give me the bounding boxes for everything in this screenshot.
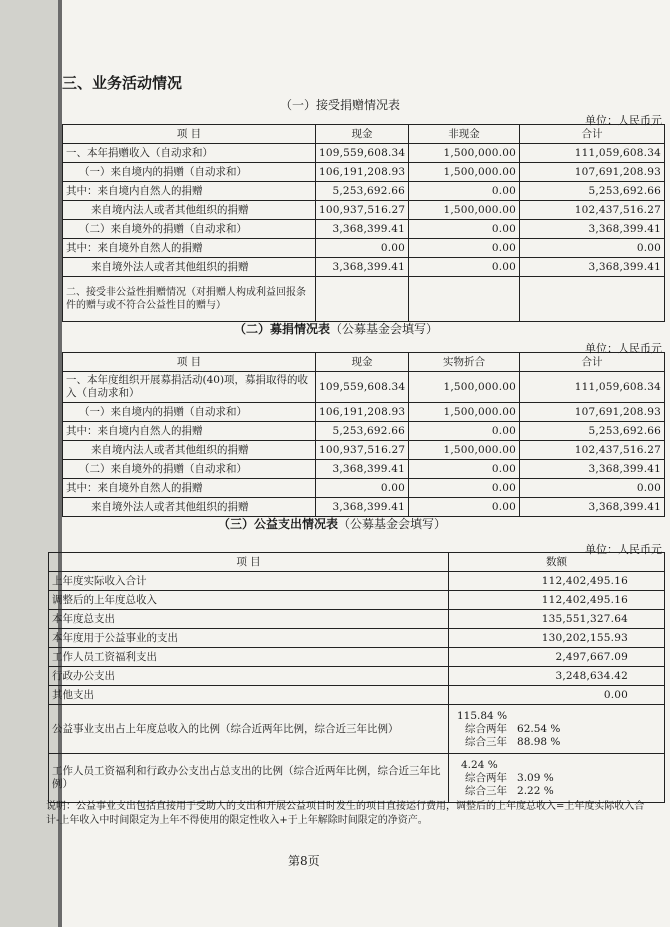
row-total: 102,437,516.27: [520, 441, 665, 460]
table3-title: （三）公益支出情况表: [218, 517, 339, 531]
row-total: 111,059,608.34: [520, 372, 665, 403]
table-row: [49, 629, 665, 648]
ratio-cell: [449, 705, 665, 754]
three-year-value: 2.22 %: [517, 784, 554, 797]
row-item: 其他支出: [49, 686, 449, 705]
row-item: 其中：来自境内自然人的捐赠: [63, 422, 316, 441]
row-total: 5,253,692.66: [520, 182, 665, 201]
row-item: 调整后的上年度总收入: [49, 591, 449, 610]
table-row: [63, 163, 665, 182]
row-total: 0.00: [520, 239, 665, 258]
row-noncash: 0.00: [409, 258, 520, 277]
row-noncash: 1,500,000.00: [409, 144, 520, 163]
row-item: （一）来自境内的捐赠（自动求和）: [63, 163, 316, 182]
row-inkind: 0.00: [409, 498, 520, 517]
fundraising-table: [62, 352, 665, 517]
row-cash: 0.00: [316, 479, 409, 498]
table-row: [63, 403, 665, 422]
row-value: 135,551,327.64: [449, 610, 665, 629]
table-row: [63, 422, 665, 441]
row-item: 其中：来自境外自然人的捐赠: [63, 479, 316, 498]
header-cash: 现金: [316, 125, 409, 144]
row-item: 本年度总支出: [49, 610, 449, 629]
row-total: 102,437,516.27: [520, 201, 665, 220]
three-year-value: 88.98 %: [517, 735, 561, 748]
row-total: 107,691,208.93: [520, 403, 665, 422]
row-noncash: 1,500,000.00: [409, 201, 520, 220]
row-total: 3,368,399.41: [520, 460, 665, 479]
table2-unit: 单位：人民币元: [585, 342, 662, 355]
row-value: 130,202,155.93: [449, 629, 665, 648]
row-noncash: [409, 277, 520, 322]
row-item: （二）来自境外的捐赠（自动求和）: [63, 220, 316, 239]
row-item: 其中：来自境外自然人的捐赠: [63, 239, 316, 258]
row-cash: 3,368,399.41: [316, 498, 409, 517]
row-total: 3,368,399.41: [520, 258, 665, 277]
row-value: 3,248,634.42: [449, 667, 665, 686]
two-year-label: 综合两年: [465, 771, 507, 784]
table-row: [49, 705, 665, 754]
section-heading: 三、业务活动情况: [62, 74, 183, 92]
row-noncash: 1,500,000.00: [409, 163, 520, 182]
row-total: 3,368,399.41: [520, 220, 665, 239]
page-number: 第8页: [288, 854, 320, 868]
table2-title-suffix: （公募基金会填写）: [330, 322, 439, 336]
row-value: 2,497,667.09: [449, 648, 665, 667]
row-value: 112,402,495.16: [449, 591, 665, 610]
row-item: 公益事业支出占上年度总收入的比例（综合近两年比例，综合近三年比例）: [49, 705, 449, 754]
row-item: 来自境内法人或者其他组织的捐赠: [63, 201, 316, 220]
table3-title-suffix: （公募基金会填写）: [338, 517, 447, 531]
row-cash: 106,191,208.93: [316, 163, 409, 182]
row-inkind: 1,500,000.00: [409, 441, 520, 460]
header-noncash: 非现金: [409, 125, 520, 144]
two-year-label: 综合两年: [465, 722, 507, 735]
row-inkind: 1,500,000.00: [409, 403, 520, 422]
header-amount: 数额: [449, 553, 665, 572]
row-item: 上年度实际收入合计: [49, 572, 449, 591]
row-total: 0.00: [520, 479, 665, 498]
row-total: [520, 277, 665, 322]
header-item: 项 目: [63, 125, 316, 144]
row-inkind: 0.00: [409, 479, 520, 498]
row-item: 本年度用于公益事业的支出: [49, 629, 449, 648]
row-noncash: 0.00: [409, 239, 520, 258]
table-row: [49, 572, 665, 591]
table-row: [63, 277, 665, 322]
table1-title: （一）接受捐赠情况表: [280, 98, 401, 112]
row-item: （一）来自境内的捐赠（自动求和）: [63, 403, 316, 422]
row-item: 来自境内法人或者其他组织的捐赠: [63, 441, 316, 460]
table-row: [49, 667, 665, 686]
table-row: [63, 201, 665, 220]
row-item: 其中：来自境内自然人的捐赠: [63, 182, 316, 201]
footnote: 说明：公益事业支出包括直接用于受助人的支出和开展公益项目时发生的项目直接运行费用，调整后的上年度总收入=上年度实际收入合计-上年收入中时间限定为上年不得使用的限定性收入+于上年解除时间限定的净资产。: [46, 801, 645, 826]
three-year-label: 综合三年: [465, 735, 507, 748]
table3-title-wrap: [218, 515, 446, 532]
table-row: [63, 258, 665, 277]
row-noncash: 0.00: [409, 182, 520, 201]
ratio-value: 115.84 %: [457, 709, 508, 722]
two-year-value: 62.54 %: [517, 722, 561, 735]
row-cash: 3,368,399.41: [316, 460, 409, 479]
table-row: [63, 220, 665, 239]
expenditure-table: [48, 552, 665, 803]
row-cash: 3,368,399.41: [316, 220, 409, 239]
table-header-row: [63, 353, 665, 372]
table-row: [49, 610, 665, 629]
row-cash: 106,191,208.93: [316, 403, 409, 422]
table2-title-wrap: [234, 320, 438, 337]
row-cash: 100,937,516.27: [316, 441, 409, 460]
row-item: 工作人员工资福利和行政办公支出占总支出的比例（综合近两年比例，综合近三年比例）: [49, 754, 449, 803]
row-item: 工作人员工资福利支出: [49, 648, 449, 667]
row-item: （二）来自境外的捐赠（自动求和）: [63, 460, 316, 479]
row-total: 5,253,692.66: [520, 422, 665, 441]
table-row: [63, 182, 665, 201]
two-year-value: 3.09 %: [517, 771, 554, 784]
row-item: 来自境外法人或者其他组织的捐赠: [63, 258, 316, 277]
row-cash: 5,253,692.66: [316, 182, 409, 201]
row-cash: 3,368,399.41: [316, 258, 409, 277]
ratio-value: 4.24 %: [461, 758, 498, 771]
row-value: 112,402,495.16: [449, 572, 665, 591]
table-header-row: [63, 125, 665, 144]
row-cash: 109,559,608.34: [316, 144, 409, 163]
row-inkind: 1,500,000.00: [409, 372, 520, 403]
row-item: 一、本年度组织开展募捐活动(40)项，募捐取得的收入（自动求和）: [63, 372, 316, 403]
table-row: [49, 648, 665, 667]
header-item: 项 目: [63, 353, 316, 372]
ratio-cell: [449, 754, 665, 803]
header-inkind: 实物折合: [409, 353, 520, 372]
table2-title: （二）募捐情况表: [234, 322, 331, 336]
row-cash: 0.00: [316, 239, 409, 258]
row-cash: 5,253,692.66: [316, 422, 409, 441]
table-header-row: [49, 553, 665, 572]
donations-table: [62, 124, 665, 322]
table-row: [63, 144, 665, 163]
table-row: [63, 441, 665, 460]
row-total: 111,059,608.34: [520, 144, 665, 163]
document-page: [46, 0, 670, 927]
row-inkind: 0.00: [409, 460, 520, 479]
header-total: 合计: [520, 125, 665, 144]
row-item: 来自境外法人或者其他组织的捐赠: [63, 498, 316, 517]
row-cash: [316, 277, 409, 322]
table-row: [63, 460, 665, 479]
row-value: 0.00: [449, 686, 665, 705]
table-row: [49, 591, 665, 610]
row-cash: 100,937,516.27: [316, 201, 409, 220]
header-item: 项 目: [49, 553, 449, 572]
row-inkind: 0.00: [409, 422, 520, 441]
three-year-label: 综合三年: [465, 784, 507, 797]
table-row: [63, 479, 665, 498]
row-total: 107,691,208.93: [520, 163, 665, 182]
table-row: [49, 754, 665, 803]
header-total: 合计: [520, 353, 665, 372]
table-row: [63, 498, 665, 517]
row-noncash: 0.00: [409, 220, 520, 239]
table3-unit: 单位：人民币元: [585, 543, 662, 556]
table-row: [49, 686, 665, 705]
row-item: 二、接受非公益性捐赠情况（对捐赠人构成利益回报条件的赠与或不符合公益性目的赠与）: [63, 277, 316, 322]
row-total: 3,368,399.41: [520, 498, 665, 517]
table1-unit: 单位：人民币元: [585, 114, 662, 127]
header-cash: 现金: [316, 353, 409, 372]
row-item: 一、本年捐赠收入（自动求和）: [63, 144, 316, 163]
table-row: [63, 239, 665, 258]
row-item: 行政办公支出: [49, 667, 449, 686]
table-row: [63, 372, 665, 403]
row-cash: 109,559,608.34: [316, 372, 409, 403]
